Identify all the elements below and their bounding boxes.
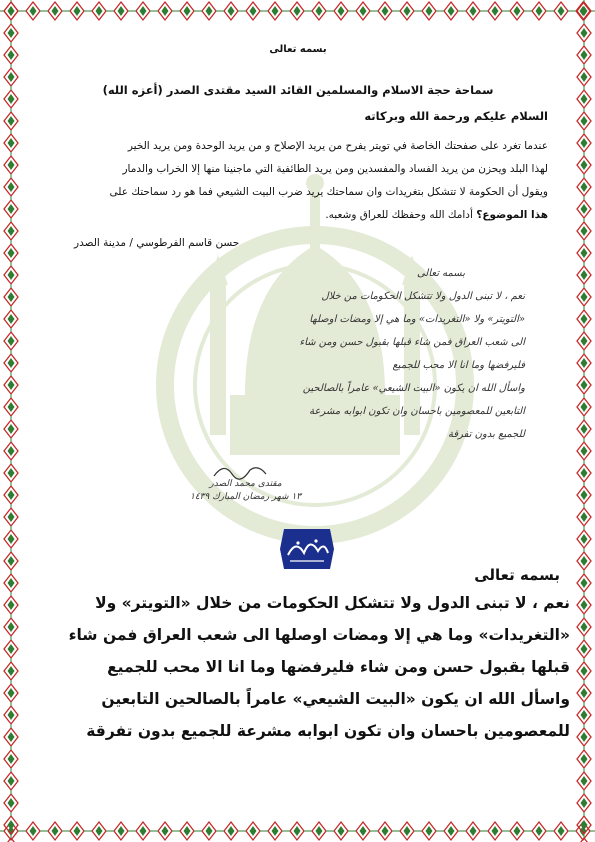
handwritten-signature [190,478,301,504]
letter-paragraph [38,135,548,227]
handwritten-line: واسأل الله ان يكون «البيت الشيعي» عامراً بالصالحين [302,383,525,394]
letter-line [38,204,548,227]
typed-line: للمعصومين باحسان وان تكون ابوابه مشرعة للجميع بدون تفرقة [86,722,570,740]
arabesque-border-bottom-icon [0,820,595,842]
letter-sender: حسن قاسم الفرطوسي / مدينة الصدر [74,237,240,249]
handwritten-line: فليرفضها وما انا الا محب للجميع [392,360,525,371]
letter-salam: السلام عليكم ورحمة الله وبركاته [364,109,548,123]
letter-closing: أدامك الله وحفظك للعراق وشعبه. [325,209,477,221]
arabesque-border-left-icon [0,0,22,842]
handwritten-line: «التويتر» ولا «التغريدات» وما هي إلا ومضات اوصلها [309,314,525,325]
arabesque-border-right-icon [573,0,595,842]
calligraphy-seal-icon [278,527,336,571]
handwritten-line: الى شعب العراق فمن شاء قبلها بقبول حسن ومن شاء [299,337,525,348]
letter-question: هذا الموضوع؟ [476,209,548,221]
letter-addressee: سماحة حجة الاسلام والمسلمين القائد السيد مقتدى الصدر (أعزه الله) [102,83,494,97]
typed-line: نعم ، لا تبنى الدول ولا تتشكل الحكومات من خلال «التويتر» ولا [95,594,570,612]
letter-basmala: بسمه تعالى [269,44,327,55]
handwritten-line: للجميع بدون تفرقة [448,429,525,440]
typed-line: واسأل الله ان يكون «البيت الشيعي» عامراً بالصالحين التابعين [101,690,570,708]
typed-line: «التغريدات» وما هي إلا ومضات اوصلها الى شعب العراق فمن شاء [68,626,570,644]
handwritten-line: نعم ، لا تبنى الدول ولا تتشكل الحكومات من خلال [321,291,525,302]
signature-date: ١٣ شهر رمضان المبارك ١٤٣٩ [190,492,302,502]
letter-line: لهذا البلد ويحزن من يريد الفساد والمفسدين ومن يريد الطائفية التي ماجنينا منها إلا الخراب والدمار [122,163,548,175]
handwritten-line: بسمه تعالى [416,268,465,279]
typed-transcription [30,566,570,747]
letter-body [38,34,558,249]
signature-name: مقتدى محمد الصدر [209,479,282,489]
handwritten-line: التابعين للمعصومين باحسان وان تكون ابوابه مشرعة [309,406,525,417]
typed-basmala: بسمه تعالى [474,566,560,584]
typed-line: قبلها بقبول حسن ومن شاء فليرفضها وما انا الا محب للجميع [107,658,570,676]
arabesque-border-top-icon [0,0,595,22]
letter-line: عندما تغرد على صفحتك الخاصة في تويتر يفرح من يريد الإصلاح و من يريد الوحدة ومن يريد الخير [127,140,548,152]
letter-line: ويقول أن الحكومة لا تتشكل بتغريدات وان سماحتك يريد ضرب البيت الشيعي فما هو رد سماحتك على [109,186,548,198]
handwritten-reply [95,262,525,522]
